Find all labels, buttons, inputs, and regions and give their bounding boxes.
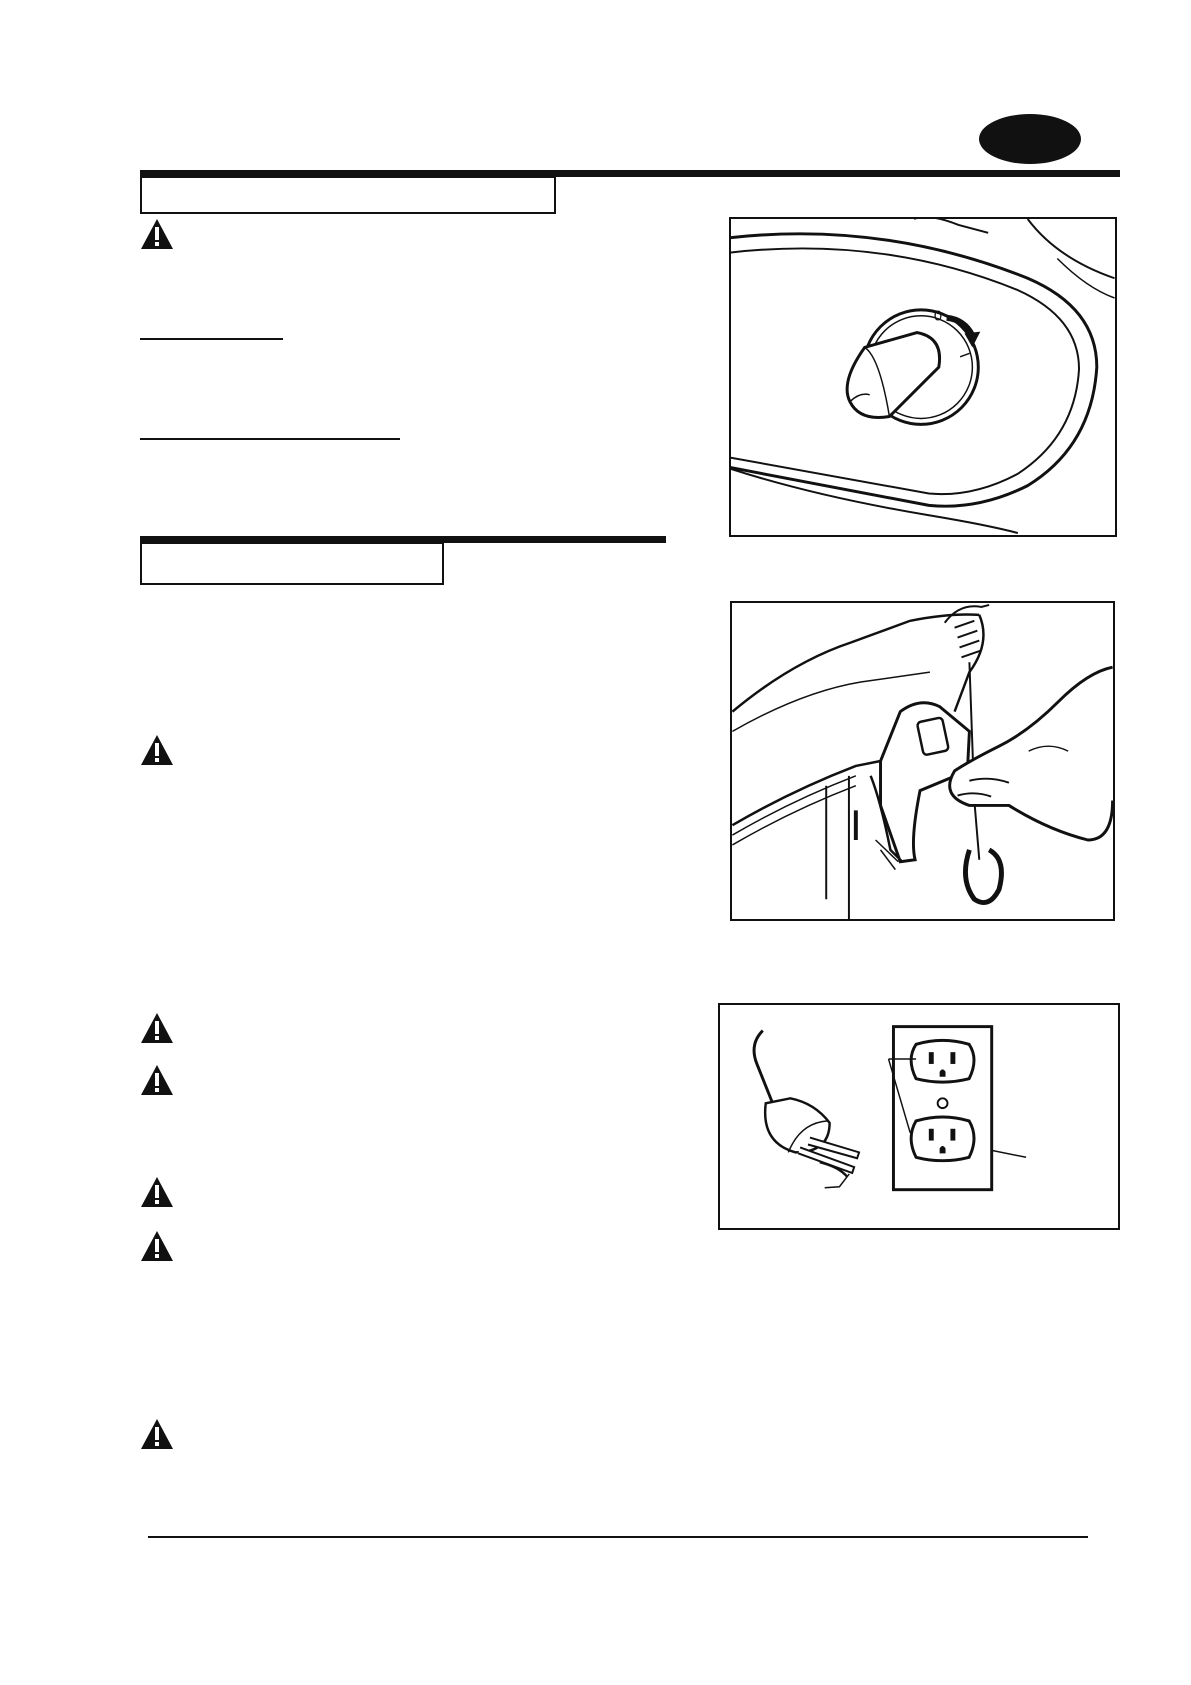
warning-triangle-icon: [140, 1418, 174, 1450]
plug-outlet-illustration: [720, 1005, 1118, 1228]
warning-triangle-icon: [140, 1230, 174, 1262]
language-tab: [979, 114, 1081, 164]
warning-triangle-icon: [140, 1012, 174, 1044]
warning-triangle-icon: [140, 1064, 174, 1096]
warning-triangle-icon: [140, 218, 174, 250]
warning-triangle-icon: [140, 1176, 174, 1208]
thermostat-dial-illustration: [731, 219, 1115, 535]
section-heading-box-1: [140, 176, 556, 214]
plug-outlet-figure: [718, 1003, 1120, 1230]
dial-mark-on: I: [955, 350, 973, 361]
dial-mark-off: 0: [933, 308, 943, 325]
hand-handle-illustration: [732, 603, 1113, 919]
footer-rule: [148, 1536, 1088, 1538]
underlined-subheading-2: [140, 438, 400, 440]
thermostat-dial-figure: [729, 217, 1117, 537]
section-heading-box-2: [140, 542, 444, 585]
underlined-subheading-1: [140, 338, 283, 340]
warning-triangle-icon: [140, 734, 174, 766]
hand-handle-figure: [730, 601, 1115, 921]
